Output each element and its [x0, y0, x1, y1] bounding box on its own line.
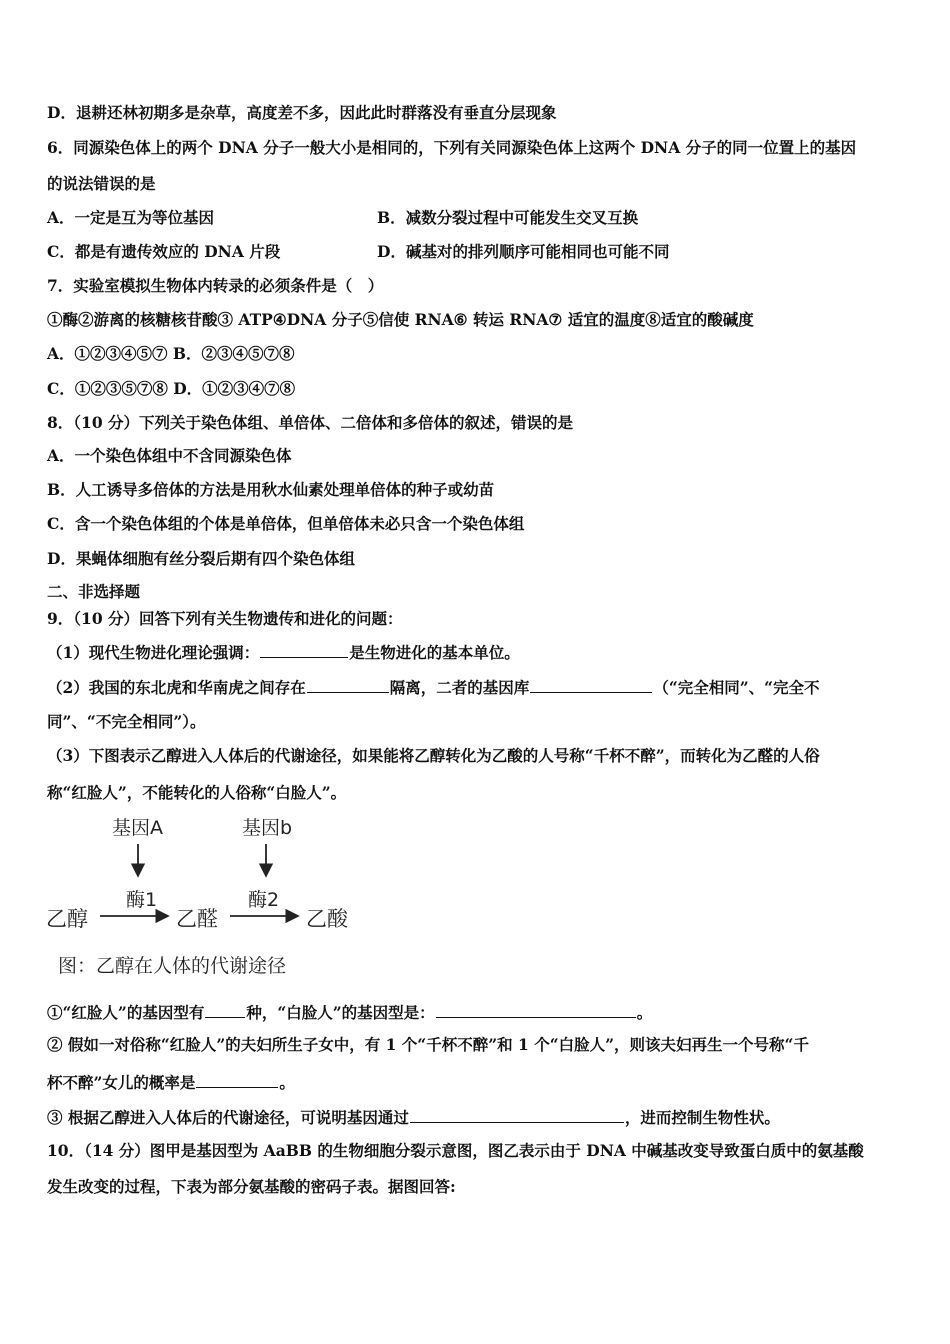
q9-part2 — [47, 676, 910, 698]
q5-option-d: D．退耕还林初期多是杂草，高度差不多，因此此时群落没有垂直分层现象 — [47, 103, 557, 122]
answer-blank[interactable] — [436, 1001, 636, 1018]
q8-option-c: C．含一个染色体组的个体是单倍体，但单倍体未必只含一个染色体组 — [47, 514, 525, 533]
answer-blank[interactable] — [307, 676, 389, 693]
metabolism-diagram — [44, 812, 364, 982]
q9-sub1-text-mid: 种，“白脸人”的基因型是： — [246, 1003, 435, 1022]
ethanol-label: 乙醇 — [46, 907, 88, 931]
answer-blank[interactable] — [205, 1001, 245, 1018]
q9-part2-text-mid: 隔离，二者的基因库 — [389, 678, 530, 697]
gene-a-label: 基因A — [112, 817, 163, 839]
q9-sub1-text-end: 。 — [636, 1003, 653, 1022]
q8-stem: 8．（10 分）下列关于染色体组、单倍体、二倍体和多倍体的叙述，错误的是 — [47, 413, 574, 432]
answer-blank[interactable] — [530, 676, 652, 693]
q7-items: ①酶②游离的核糖核苷酸③ ATP④DNA 分子⑤信使 RNA⑥ 转运 RNA⑦ 适宜的温度⑧适宜的酸碱度 — [47, 310, 754, 329]
enzyme-1-label: 酶1 — [126, 889, 158, 911]
gene-b-label: 基因b — [242, 817, 293, 839]
q6-options-cd — [47, 242, 910, 262]
q10-stem: 10．（14 分）图甲是基因型为 AaBB 的生物细胞分裂示意图，图乙表示由于 DNA 中碱基改变导致蛋白质中的氨基酸 — [47, 1141, 864, 1160]
q9-sub2-text: 杯不醉”女儿的概率是 — [47, 1073, 196, 1092]
answer-blank[interactable] — [410, 1106, 624, 1123]
section-heading: 二、非选择题 — [47, 582, 141, 601]
q6-option-b: B．减数分裂过程中可能发生交叉互换 — [377, 208, 639, 227]
q9-part2-text-end: （“完全相同”、“完全不 — [653, 678, 820, 697]
answer-blank[interactable] — [260, 641, 348, 658]
q9-sub2-text-end: 。 — [279, 1073, 295, 1092]
q6-options-ab — [47, 208, 910, 228]
q9-stem: 9．（10 分）回答下列有关生物遗传和进化的问题： — [47, 609, 403, 628]
q10-stem-cont: 发生改变的过程，下表为部分氨基酸的密码子表。据图回答: — [47, 1177, 456, 1196]
q9-sub3 — [47, 1106, 910, 1128]
enzyme-2-label: 酶2 — [248, 889, 280, 911]
q7-options-ab: A．①②③④⑤⑦ B．②③④⑤⑦⑧ — [47, 344, 295, 363]
q9-sub3-text: ③ 根据乙醇进入人体后的代谢途径，可说明基因通过 — [47, 1108, 409, 1127]
q6-option-d: D．碱基对的排列顺序可能相同也可能不同 — [377, 242, 670, 261]
q9-part3: （3）下图表示乙醇进入人体后的代谢途径，如果能将乙醇转化为乙酸的人号称“千杯不醉”，而转化为乙醛的人俗 — [47, 746, 820, 765]
q7-options-cd: C．①②③⑤⑦⑧ D．①②③④⑦⑧ — [47, 379, 296, 398]
answer-blank[interactable] — [196, 1071, 278, 1088]
figure-caption: 图：乙醇在人体的代谢途径 — [58, 955, 287, 977]
q9-sub1-text: ①“红脸人”的基因型有 — [47, 1003, 205, 1022]
q9-part1 — [47, 641, 910, 663]
q9-sub1 — [47, 1001, 910, 1023]
q7-stem: 7．实验室模拟生物体内转录的必须条件是（ ） — [47, 276, 384, 295]
q6-stem: 6．同源染色体上的两个 DNA 分子一般大小是相同的，下列有关同源染色体上这两个 DNA 分子的同一位置上的基因 — [47, 138, 857, 157]
q9-part1-text-end: 是生物进化的基本单位。 — [349, 643, 520, 662]
q9-part2-text: （2）我国的东北虎和华南虎之间存在 — [47, 678, 306, 697]
q9-sub2: ② 假如一对俗称“红脸人”的夫妇所生子女中，有 1 个“千杯不醉”和 1 个“白脸人”，则该夫妇再生一个号称“千 — [47, 1035, 809, 1054]
q9-sub2-cont — [47, 1071, 910, 1093]
q6-stem-cont: 的说法错误的是 — [47, 174, 156, 193]
q8-option-a: A．一个染色体组中不含同源染色体 — [47, 446, 292, 465]
q6-option-c: C．都是有遗传效应的 DNA 片段 — [47, 242, 281, 261]
q8-option-b: B．人工诱导多倍体的方法是用秋水仙素处理单倍体的种子或幼苗 — [47, 480, 495, 499]
q9-part2-cont: 同”、“不完全相同”）。 — [47, 712, 206, 731]
q9-part1-text: （1）现代生物进化理论强调： — [47, 643, 260, 662]
acetaldehyde-label: 乙醛 — [176, 907, 218, 931]
q8-option-d: D．果蝇体细胞有丝分裂后期有四个染色体组 — [47, 549, 355, 568]
q9-part3-cont: 称“红脸人”，不能转化的人俗称“白脸人”。 — [47, 783, 347, 802]
acetic-acid-label: 乙酸 — [306, 907, 348, 931]
q9-sub3-text-end: ，进而控制生物性状。 — [624, 1108, 780, 1127]
q6-option-a: A．一定是互为等位基因 — [47, 208, 215, 227]
